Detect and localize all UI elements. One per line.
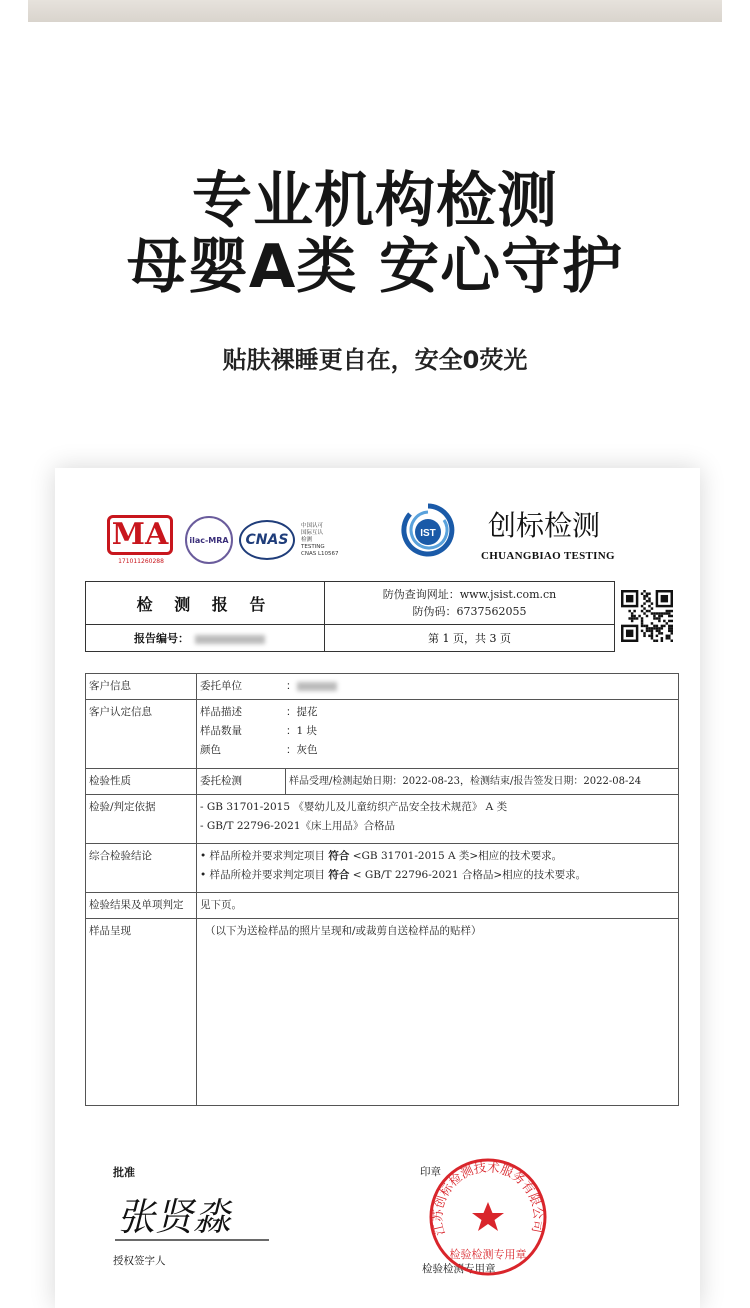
seal-label: 印章 bbox=[420, 1166, 441, 1178]
report-main-table bbox=[85, 673, 679, 1106]
handwritten-signature bbox=[113, 1190, 273, 1245]
sample-desc-value: ：提花 bbox=[286, 706, 318, 718]
hero-title-line1: 专业机构检测 bbox=[192, 166, 558, 236]
conclusion-text: < GB/T 22796-2021 合格品>相应的技术要求。 bbox=[349, 869, 587, 881]
sample-show-value: （以下为送检样品的照片呈现和/或裁剪自送检样品的贴样） bbox=[197, 919, 679, 1106]
anti-fake-info bbox=[325, 582, 615, 625]
ist-logo-icon bbox=[400, 502, 456, 558]
special-seal-label: 检验检测专用章 bbox=[422, 1263, 496, 1275]
basis-label: 检验/判定依据 bbox=[86, 795, 197, 844]
page-info: 第 1 页，共 3 页 bbox=[325, 625, 615, 652]
qr-code-icon bbox=[621, 585, 673, 647]
conclusion-verdict: 符合 bbox=[328, 850, 350, 862]
signature-text: 张贤淼 bbox=[117, 1195, 232, 1239]
company-seal-stamp bbox=[423, 1152, 553, 1282]
seal-star-icon bbox=[472, 1202, 504, 1231]
conclusion-line bbox=[200, 866, 675, 885]
seal-bottom-text: 检验检测专用章 bbox=[449, 1248, 527, 1261]
authorized-signer-label: 授权签字人 bbox=[113, 1255, 166, 1267]
sample-show-label: 样品呈现 bbox=[86, 919, 197, 1106]
entrust-unit-redacted bbox=[297, 682, 337, 691]
query-url: 防伪查询网址：www.jsist.com.cn bbox=[382, 588, 557, 601]
color-value: ：灰色 bbox=[286, 744, 318, 756]
hero-subtitle: 贴肤裸睡更自在，安全0荧光 bbox=[222, 346, 528, 374]
company-name-en: CHUANGBIAO TESTING bbox=[481, 550, 615, 562]
cnas-note-line: 中国认可 bbox=[301, 522, 324, 529]
nature-label: 检验性质 bbox=[86, 769, 197, 795]
report-number bbox=[86, 625, 325, 652]
sample-qty-label: 样品数量 bbox=[200, 725, 242, 737]
dates-value: 样品受理/检测起始日期：2022-08-23，检测结束/报告签发日期：2022-08-24 bbox=[286, 769, 679, 795]
report-number-redacted bbox=[195, 635, 265, 644]
cnas-note-line: 检测 bbox=[301, 536, 313, 543]
cnas-logo: CNAS bbox=[239, 520, 295, 560]
table-row bbox=[86, 893, 679, 919]
top-photo-strip bbox=[28, 0, 722, 22]
table-row bbox=[86, 795, 679, 844]
signature-area bbox=[55, 1158, 700, 1308]
conclusion-text: <GB 31701-2015 A 类>相应的技术要求。 bbox=[349, 850, 563, 862]
cma-number: 171011260288 bbox=[118, 558, 164, 565]
entrust-unit-label: 委托单位 bbox=[200, 680, 242, 692]
conclusion-line bbox=[200, 847, 675, 866]
report-title: 检 测 报 告 bbox=[86, 582, 325, 625]
anti-fake-code: 防伪码：6737562055 bbox=[412, 605, 527, 618]
nature-value: 委托检测 bbox=[197, 769, 286, 795]
results-value: 见下页。 bbox=[197, 893, 679, 919]
approve-label: 批准 bbox=[113, 1166, 135, 1179]
seal-ring-text: 江苏创标检测技术服务有限公司 bbox=[429, 1159, 547, 1237]
company-name-cn: 创标检测 bbox=[488, 509, 601, 542]
basis-cell bbox=[197, 795, 679, 844]
table-row bbox=[86, 919, 679, 1106]
cnas-note-line: 国际互认 bbox=[301, 529, 324, 536]
sample-info-cell bbox=[197, 700, 679, 769]
color-label: 颜色 bbox=[200, 744, 221, 756]
cma-logo bbox=[107, 515, 175, 565]
report-header-table bbox=[85, 581, 615, 652]
ilac-mra-logo: ilac-MRA bbox=[185, 516, 233, 564]
entrust-unit-cell bbox=[197, 674, 679, 700]
table-row bbox=[86, 769, 679, 795]
conclusion-text: • 样品所检并要求判定项目 bbox=[200, 850, 329, 862]
sample-desc-label: 样品描述 bbox=[200, 706, 242, 718]
conclusion-label: 综合检验结论 bbox=[86, 844, 197, 893]
ist-logo-text: IST bbox=[420, 528, 436, 539]
sample-qty-value: ：1 块 bbox=[286, 725, 318, 737]
results-label: 检验结果及单项判定 bbox=[86, 893, 197, 919]
table-row bbox=[86, 844, 679, 893]
conclusion-text: • 样品所检并要求判定项目 bbox=[200, 869, 329, 881]
cnas-note-line: TESTING bbox=[301, 543, 325, 550]
customer-confirm-label: 客户认定信息 bbox=[86, 700, 197, 769]
cnas-note-line: CNAS L10567 bbox=[301, 550, 339, 557]
colon: ： bbox=[286, 680, 297, 692]
accreditation-logos bbox=[107, 512, 339, 568]
conclusion-verdict: 符合 bbox=[328, 869, 350, 881]
basis-line: - GB 31701-2015 《婴幼儿及儿童纺织产品安全技术规范》 A 类 bbox=[200, 801, 508, 813]
test-report-document bbox=[55, 468, 700, 1308]
hero-title-line2: 母婴A类 安心守护 bbox=[126, 232, 624, 302]
table-row bbox=[86, 700, 679, 769]
hero-section bbox=[0, 168, 750, 375]
report-number-label: 报告编号： bbox=[134, 632, 189, 645]
cma-logo-text: MA bbox=[107, 515, 173, 555]
cnas-note bbox=[301, 523, 339, 558]
basis-line: - GB/T 22796-2021《床上用品》合格品 bbox=[200, 820, 396, 832]
conclusion-cell bbox=[197, 844, 679, 893]
customer-info-label: 客户信息 bbox=[86, 674, 197, 700]
table-row bbox=[86, 674, 679, 700]
